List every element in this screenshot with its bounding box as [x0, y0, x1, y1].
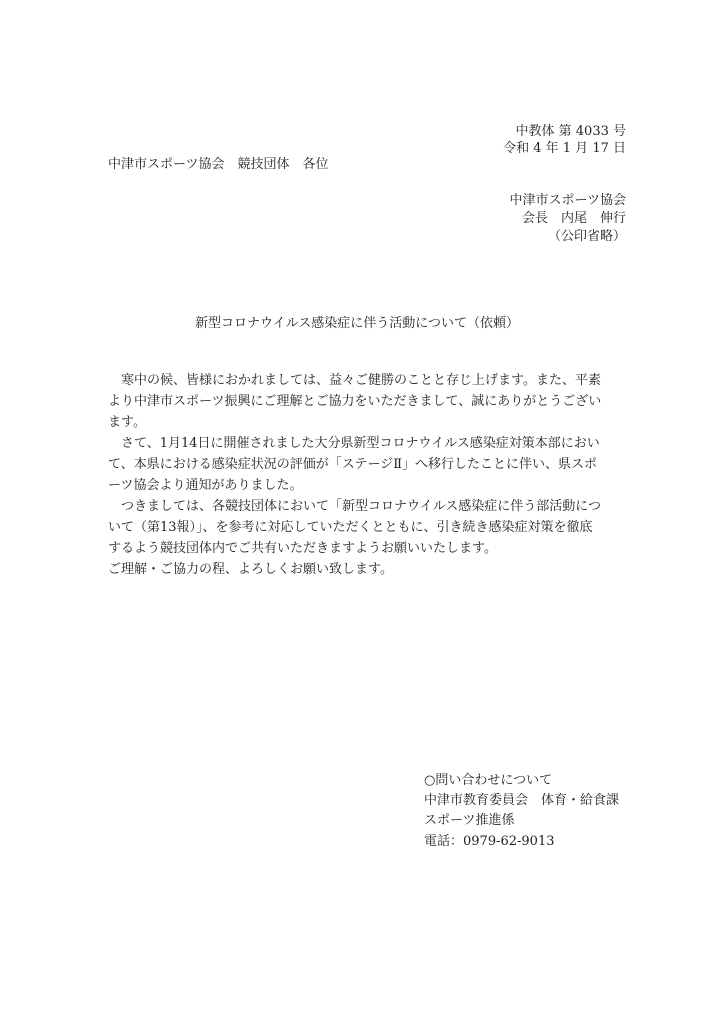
body-line: さて、1月14日に開催されました大分県新型コロナウイルス感染症対策本部におい [108, 436, 600, 451]
sender-name: 会長 内尾 伸行 [521, 211, 626, 226]
seal-note: （公印省略） [547, 229, 626, 244]
recipient: 中津市スポーツ協会 競技団体 各位 [108, 157, 329, 172]
body-line: つきましては、各競技団体において「新型コロナウイルス感染症に伴う部活動につ [108, 499, 601, 514]
body-line: より中津市スポーツ振興にご理解とご協力をいただきまして、誠にありがとうござい [108, 394, 602, 409]
body-line: 寒中の候、皆様におかれましては、益々ご健勝のことと存じ上げます。また、平素 [108, 373, 601, 388]
contact-heading: ○問い合わせについて [424, 773, 553, 788]
document-title: 新型コロナウイルス感染症に伴う活動について（依頼） [195, 316, 519, 331]
body-line: いて（第13報）」、を参考に対応していただくとともに、引き続き感染症対策を徹底 [108, 520, 593, 535]
sender-organization: 中津市スポーツ協会 [509, 193, 626, 208]
body-line: て、本県における感染症状況の評価が「ステージⅡ」へ移行したことに伴い、県スポ [108, 457, 598, 472]
body-line: ーツ協会より通知がありました。 [108, 478, 303, 493]
document-date: 令和 4 年 1 月 17 日 [503, 141, 626, 156]
body-line: ご理解・ご協力の程、よろしくお願い致します。 [108, 562, 393, 577]
contact-section: スポーツ推進係 [424, 813, 515, 828]
body-line: ます。 [108, 415, 146, 430]
document-number: 中教体 第 4033 号 [515, 124, 626, 139]
contact-phone: 電話：0979-62-9013 [424, 834, 555, 849]
body-line: するよう競技団体内でご共有いただきますようお願いいたします。 [108, 541, 497, 556]
contact-department: 中津市教育委員会 体育・給食課 [424, 793, 620, 808]
